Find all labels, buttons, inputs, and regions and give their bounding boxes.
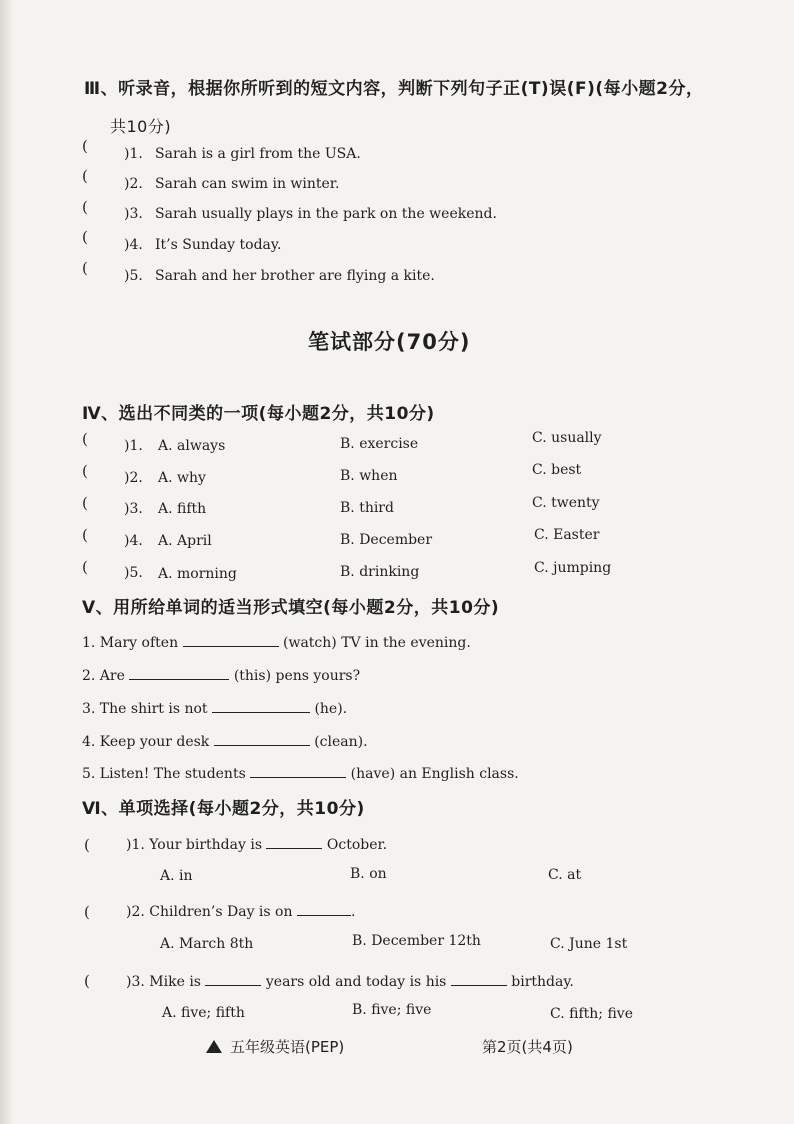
- question-number: )3.: [126, 974, 145, 990]
- question-prefix: Children’s Day is on: [149, 904, 293, 920]
- question-suffix: (have) an English class.: [350, 766, 519, 782]
- warning-triangle-icon: [206, 1040, 222, 1053]
- option-c: C. best: [532, 462, 582, 478]
- answer-blank: [250, 763, 346, 778]
- option-a: A. in: [160, 868, 193, 884]
- option-c: C. at: [548, 867, 582, 883]
- answer-paren: (: [82, 228, 88, 246]
- answer-blank: [129, 665, 229, 680]
- question-number: )4.: [124, 533, 143, 549]
- option-c: C. usually: [532, 430, 602, 446]
- option-b: B. third: [340, 500, 394, 516]
- question-prefix: Your birthday is: [149, 837, 262, 853]
- option-b: B. exercise: [340, 436, 419, 452]
- answer-paren: (: [84, 836, 90, 854]
- fill-blank-question: [82, 731, 368, 750]
- fill-blank-question: [82, 763, 519, 782]
- answer-paren: (: [82, 494, 88, 512]
- option-a: A. fifth: [158, 501, 207, 517]
- page-edge-shadow: [0, 0, 14, 1124]
- section-4-heading: Ⅳ、选出不同类的一项(每小题2分，共10分): [82, 404, 435, 424]
- question-text: Sarah can swim in winter.: [155, 176, 340, 192]
- mc-question: [126, 971, 574, 990]
- answer-paren: (: [84, 972, 90, 990]
- answer-blank: [183, 632, 279, 647]
- option-a: A. morning: [158, 566, 237, 582]
- question-text: It’s Sunday today.: [155, 237, 282, 253]
- question-number: )5.: [124, 565, 143, 581]
- question-text: Sarah is a girl from the USA.: [155, 146, 361, 162]
- question-prefix: 3. The shirt is not: [82, 701, 208, 717]
- written-part-title: 笔试部分(70分): [308, 330, 471, 354]
- option-c: C. jumping: [534, 560, 612, 576]
- question-number: )1.: [126, 837, 145, 853]
- section-3-heading-cont: 共10分): [110, 117, 172, 136]
- option-b: B. December 12th: [352, 933, 481, 949]
- option-a: A. March 8th: [160, 936, 254, 952]
- option-b: B. when: [340, 468, 398, 484]
- question-suffix: .: [350, 904, 356, 920]
- fill-blank-question: [82, 665, 360, 684]
- answer-paren: (: [82, 137, 88, 155]
- option-a: A. five; fifth: [162, 1005, 245, 1021]
- fill-blank-question: [82, 632, 471, 651]
- question-number: )2.: [124, 470, 143, 486]
- question-suffix: (watch) TV in the evening.: [283, 635, 471, 651]
- question-prefix: 4. Keep your desk: [82, 734, 210, 750]
- question-number: )2.: [124, 176, 143, 192]
- question-text: Sarah usually plays in the park on the weekend.: [155, 206, 497, 222]
- answer-paren: (: [82, 430, 88, 448]
- option-b: B. December: [340, 532, 433, 548]
- answer-paren: (: [82, 526, 88, 544]
- fill-blank-question: [82, 698, 347, 717]
- question-number: )3.: [124, 501, 143, 517]
- question-number: )2.: [126, 904, 145, 920]
- section-5-heading: Ⅴ、用所给单词的适当形式填空(每小题2分，共10分): [82, 598, 500, 618]
- mc-question: [126, 901, 355, 920]
- mc-question: [126, 834, 387, 853]
- question-suffix: birthday.: [511, 974, 574, 990]
- option-b: B. on: [350, 866, 387, 882]
- answer-blank: [212, 698, 310, 713]
- section-6-heading: Ⅵ、单项选择(每小题2分，共10分): [82, 799, 365, 819]
- option-b: B. five; five: [352, 1002, 432, 1018]
- question-suffix: (this) pens yours?: [233, 668, 361, 684]
- question-number: )5.: [124, 268, 143, 284]
- option-c: C. fifth; five: [550, 1006, 633, 1022]
- option-a: A. always: [158, 438, 226, 454]
- answer-paren: (: [82, 259, 88, 277]
- question-prefix: 5. Listen! The students: [82, 766, 246, 782]
- option-c: C. June 1st: [550, 936, 628, 952]
- answer-paren: (: [82, 167, 88, 185]
- question-suffix: (he).: [314, 701, 348, 717]
- question-number: )3.: [124, 206, 143, 222]
- question-text: Sarah and her brother are flying a kite.: [155, 268, 435, 284]
- answer-paren: (: [82, 558, 88, 576]
- question-number: )1.: [124, 438, 143, 454]
- question-number: )4.: [124, 237, 143, 253]
- answer-blank: [205, 971, 261, 986]
- answer-paren: (: [82, 462, 88, 480]
- answer-blank: [297, 901, 351, 916]
- question-suffix: (clean).: [314, 734, 368, 750]
- question-number: )1.: [124, 146, 143, 162]
- footer-page-number: 第2页(共4页): [482, 1038, 573, 1056]
- question-middle: years old and today is his: [265, 974, 447, 990]
- answer-blank: [214, 731, 310, 746]
- question-prefix: 1. Mary often: [82, 635, 179, 651]
- answer-paren: (: [82, 198, 88, 216]
- answer-blank: [451, 971, 507, 986]
- option-c: C. Easter: [534, 527, 600, 543]
- option-c: C. twenty: [532, 495, 600, 511]
- question-prefix: 2. Are: [82, 668, 125, 684]
- question-prefix: Mike is: [149, 974, 201, 990]
- answer-blank: [266, 834, 322, 849]
- option-a: A. April: [158, 533, 212, 549]
- footer-subject-text: 五年级英语(PEP): [230, 1038, 345, 1056]
- option-b: B. drinking: [340, 564, 420, 580]
- answer-paren: (: [84, 903, 90, 921]
- option-a: A. why: [158, 470, 206, 486]
- question-suffix: October.: [326, 837, 388, 853]
- footer-subject: [206, 1036, 344, 1057]
- section-3-heading: Ⅲ、听录音，根据你所听到的短文内容，判断下列句子正(T)误(F)(每小题2分，: [84, 79, 704, 99]
